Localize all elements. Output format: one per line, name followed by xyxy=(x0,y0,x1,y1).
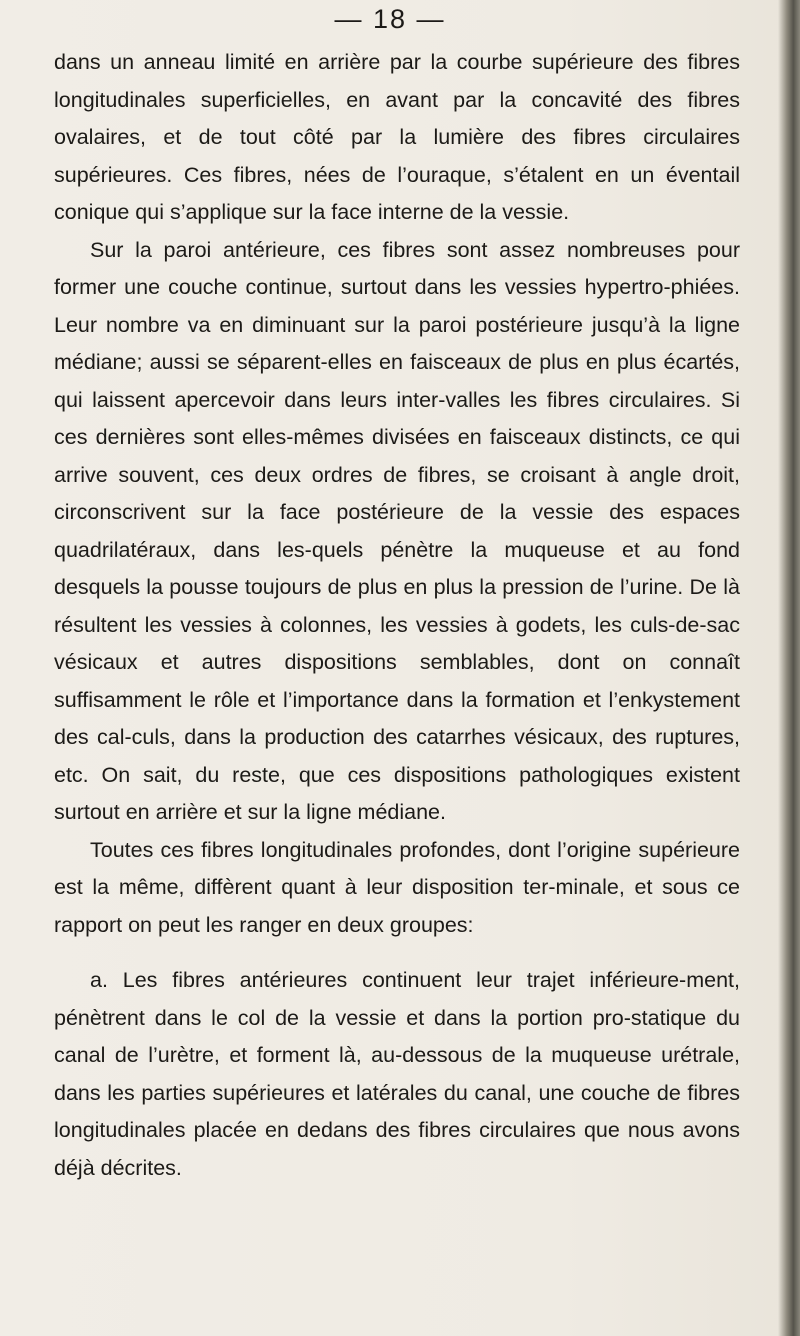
page-number-header: — 18 — xyxy=(334,4,446,34)
paragraph-1: dans un anneau limité en arrière par la courbe supérieure des fibres longitudinales superficielles, en avant par la concavité des fibres ovalaires, et de tout côté par la lumière des fibres circulaires supérieures. Ces fibres, nées de l’ouraque, s’étalent en un éventail conique qui s’applique sur la face interne de la vessie. xyxy=(54,50,740,224)
paragraph-4: a. Les fibres antérieures continuent leur trajet inférieure-ment, pénètrent dans le col de la vessie et dans la portion pro-statique du canal de l’urètre, et forment là, au-dessous de la muqueuse urétrale, dans les parties supérieures et latérales du canal, une couche de fibres longitudinales placée en dedans des fibres circulaires que nous avons déjà décrites. xyxy=(54,968,740,1180)
body-text xyxy=(54,44,740,1187)
paragraph-2: Sur la paroi antérieure, ces fibres sont assez nombreuses pour former une couche continue, surtout dans les vessies hypertro-phiées. Leur nombre va en diminuant sur la paroi postérieure jusqu’à la ligne médiane; aussi se séparent-elles en faisceaux de plus en plus écartés, qui laissent apercevoir dans leurs inter-valles les fibres circulaires. Si ces dernières sont elles-mêmes divisées en faisceaux distincts, ce qui arrive souvent, ces deux ordres de fibres, se croisant à angle droit, circonscrivent sur la face postérieure de la vessie des espaces quadrilatéraux, dans les-quels pénètre la muqueuse et au fond desquels la pousse toujours de plus en plus la pression de l’urine. De là résultent les vessies à colonnes, les vessies à godets, les culs-de-sac vésicaux et autres dispositions semblables, dont on connaît suffisamment le rôle et l’importance dans la formation et l’enkystement des cal-culs, dans la production des catarrhes vésicaux, des ruptures, etc. On sait, du reste, que ces dispositions pathologiques existent surtout en arrière et sur la ligne médiane. xyxy=(54,237,740,824)
page-edge-shadow xyxy=(778,0,800,1336)
paragraph-3: Toutes ces fibres longitudinales profondes, dont l’origine supérieure est la même, diffèrent quant à leur disposition ter-minale, et sous ce rapport on peut les ranger en deux groupes: xyxy=(54,837,740,937)
